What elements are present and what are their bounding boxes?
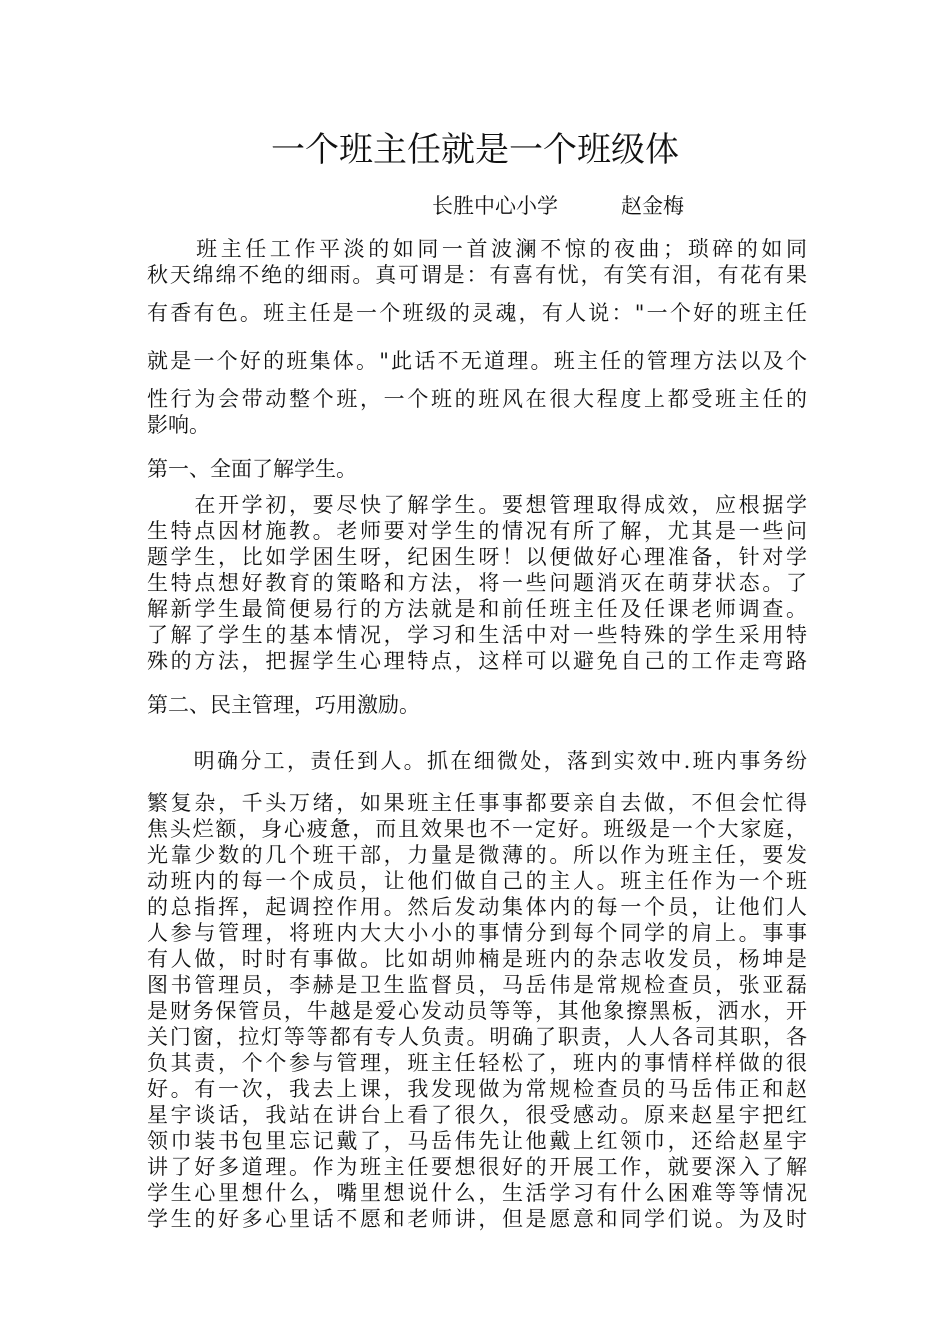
section-heading-1: 第一、全面了解学生。 xyxy=(147,457,357,481)
paragraph-line: 生特点因材施教。老师要对学生的情况有所了解，尤其是一些问 xyxy=(147,519,807,543)
section-heading-2: 第二、民主管理，巧用激励。 xyxy=(147,693,420,717)
paragraph-line: 好。有一次，我去上课，我发现做为常规检查员的马岳伟正和赵 xyxy=(147,1077,807,1101)
paragraph-line: 繁复杂，千头万绪，如果班主任事事都要亲自去做，不但会忙得 xyxy=(147,791,807,815)
paragraph-line: 生特点想好教育的策略和方法，将一些问题消灭在萌芽状态。了 xyxy=(147,571,807,595)
paragraph-line: 有香有色。班主任是一个班级的灵魂，有人说："一个好的班主任 xyxy=(147,301,807,325)
document-title: 一个班主任就是一个班级体 xyxy=(271,130,679,170)
paragraph-line: 班主任工作平淡的如同一首波澜不惊的夜曲；琐碎的如同 xyxy=(147,237,807,261)
paragraph-line: 就是一个好的班集体。"此话不无道理。班主任的管理方法以及个 xyxy=(147,349,807,373)
paragraph-line: 动班内的每一个成员，让他们做自己的主人。班主任作为一个班 xyxy=(147,869,807,893)
paragraph-line: 光靠少数的几个班干部，力量是微薄的。所以作为班主任，要发 xyxy=(147,843,807,867)
paragraph-line: 在开学初，要尽快了解学生。要想管理取得成效，应根据学 xyxy=(147,493,807,517)
paragraph-line: 讲了好多道理。作为班主任要想很好的开展工作，就要深入了解 xyxy=(147,1155,807,1179)
paragraph-line: 图书管理员，李赫是卫生监督员，马岳伟是常规检查员，张亚磊 xyxy=(147,973,807,997)
paragraph-line: 领巾装书包里忘记戴了，马岳伟先让他戴上红领巾，还给赵星宇 xyxy=(147,1129,807,1153)
paragraph-line: 学生心里想什么，嘴里想说什么，生活学习有什么困难等等情况 xyxy=(147,1181,807,1205)
paragraph-line: 是财务保管员，牛越是爱心发动员等等，其他象擦黑板，洒水，开 xyxy=(147,999,807,1023)
paragraph-line: 的总指挥，起调控作用。然后发动集体内的每一个员，让他们人 xyxy=(147,895,807,919)
paragraph-line: 有人做，时时有事做。比如胡帅楠是班内的杂志收发员，杨坤是 xyxy=(147,947,807,971)
paragraph-line: 题学生，比如学困生呀，纪困生呀！以便做好心理准备，针对学 xyxy=(147,545,807,569)
paragraph-line: 焦头烂额，身心疲惫，而且效果也不一定好。班级是一个大家庭， xyxy=(147,817,807,841)
paragraph-line: 学生的好多心里话不愿和老师讲，但是愿意和同学们说。为及时 xyxy=(147,1207,807,1231)
paragraph-line: 殊的方法，把握学生心理特点，这样可以避免自己的工作走弯路 xyxy=(147,649,807,673)
paragraph-line: 了解了学生的基本情况，学习和生活中对一些特殊的学生采用特 xyxy=(147,623,807,647)
paragraph-line: 星宇谈话，我站在讲台上看了很久，很受感动。原来赵星宇把红 xyxy=(147,1103,807,1127)
paragraph-line: 影响。 xyxy=(147,413,210,437)
paragraph-line: 解新学生最简便易行的方法就是和前任班主任及任课老师调查。 xyxy=(147,597,807,621)
paragraph-line: 关门窗，拉灯等等都有专人负责。明确了职责，人人各司其职，各 xyxy=(147,1025,807,1049)
paragraph-line: 明确分工，责任到人。抓在细微处，落到实效中.班内事务纷 xyxy=(147,749,807,773)
author-line: 长胜中心小学 赵金梅 xyxy=(432,194,684,218)
paragraph-line: 性行为会带动整个班，一个班的班风在很大程度上都受班主任的 xyxy=(147,387,807,411)
paragraph-line: 秋天绵绵不绝的细雨。真可谓是：有喜有忧，有笑有泪，有花有果 xyxy=(147,263,807,287)
paragraph-line: 负其责，个个参与管理，班主任轻松了，班内的事情样样做的很 xyxy=(147,1051,807,1075)
paragraph-line: 人参与管理，将班内大大小小的事情分到每个同学的肩上。事事 xyxy=(147,921,807,945)
